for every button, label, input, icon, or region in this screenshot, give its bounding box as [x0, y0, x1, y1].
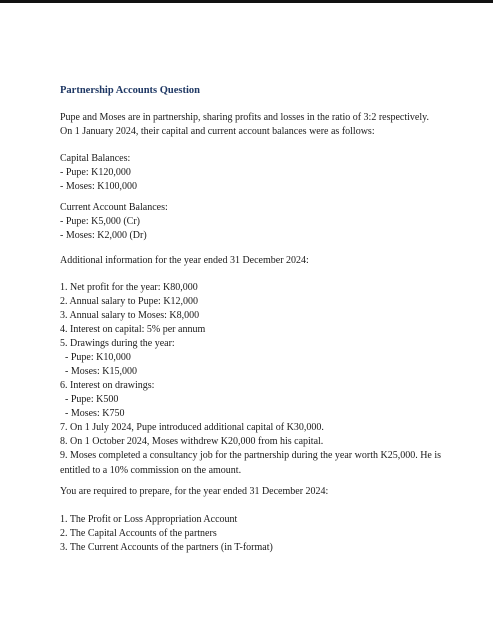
info-item-3: 3. Annual salary to Moses: K8,000 — [60, 310, 200, 321]
capital-moses: - Moses: K100,000 — [60, 181, 137, 192]
required-item-1: 1. The Profit or Loss Appropriation Account — [60, 514, 238, 525]
required-item-3: 3. The Current Accounts of the partners (in T-format) — [60, 542, 273, 553]
top-border — [0, 0, 493, 3]
info-item-7: 7. On 1 July 2024, Pupe introduced additional capital of K30,000. — [60, 422, 324, 433]
additional-info-title: Additional information for the year ended 31 December 2024: — [60, 255, 309, 266]
info-item-5-moses: - Moses: K15,000 — [65, 366, 137, 377]
info-item-2: 2. Annual salary to Pupe: K12,000 — [60, 296, 199, 307]
info-item-9: 9. Moses completed a consultancy job for the partnership during the year worth K25,000. He is entitled to a 10% commission on the amount. — [60, 450, 442, 476]
required-title: You are required to prepare, for the year ended 31 December 2024: — [60, 486, 329, 497]
intro-line-1: Pupe and Moses are in partnership, sharing profits and losses in the ratio of 3:2 respectively. — [60, 112, 429, 123]
document-title: Partnership Accounts Question — [60, 85, 201, 96]
capital-balances-title: Capital Balances: — [60, 153, 131, 164]
info-item-1: 1. Net profit for the year: K80,000 — [60, 282, 198, 293]
current-pupe: - Pupe: K5,000 (Cr) — [60, 216, 140, 227]
info-item-5: 5. Drawings during the year: — [60, 338, 175, 349]
info-item-5-pupe: - Pupe: K10,000 — [65, 352, 131, 363]
required-item-2: 2. The Capital Accounts of the partners — [60, 528, 217, 539]
info-item-8: 8. On 1 October 2024, Moses withdrew K20,000 from his capital. — [60, 436, 324, 447]
info-item-6: 6. Interest on drawings: — [60, 380, 155, 391]
info-item-6-moses: - Moses: K750 — [65, 408, 125, 419]
intro-line-2: On 1 January 2024, their capital and current account balances were as follows: — [60, 126, 375, 137]
info-item-4: 4. Interest on capital: 5% per annum — [60, 324, 206, 335]
capital-pupe: - Pupe: K120,000 — [60, 167, 131, 178]
current-balances-title: Current Account Balances: — [60, 202, 168, 213]
info-item-6-pupe: - Pupe: K500 — [65, 394, 119, 405]
current-moses: - Moses: K2,000 (Dr) — [60, 230, 147, 241]
